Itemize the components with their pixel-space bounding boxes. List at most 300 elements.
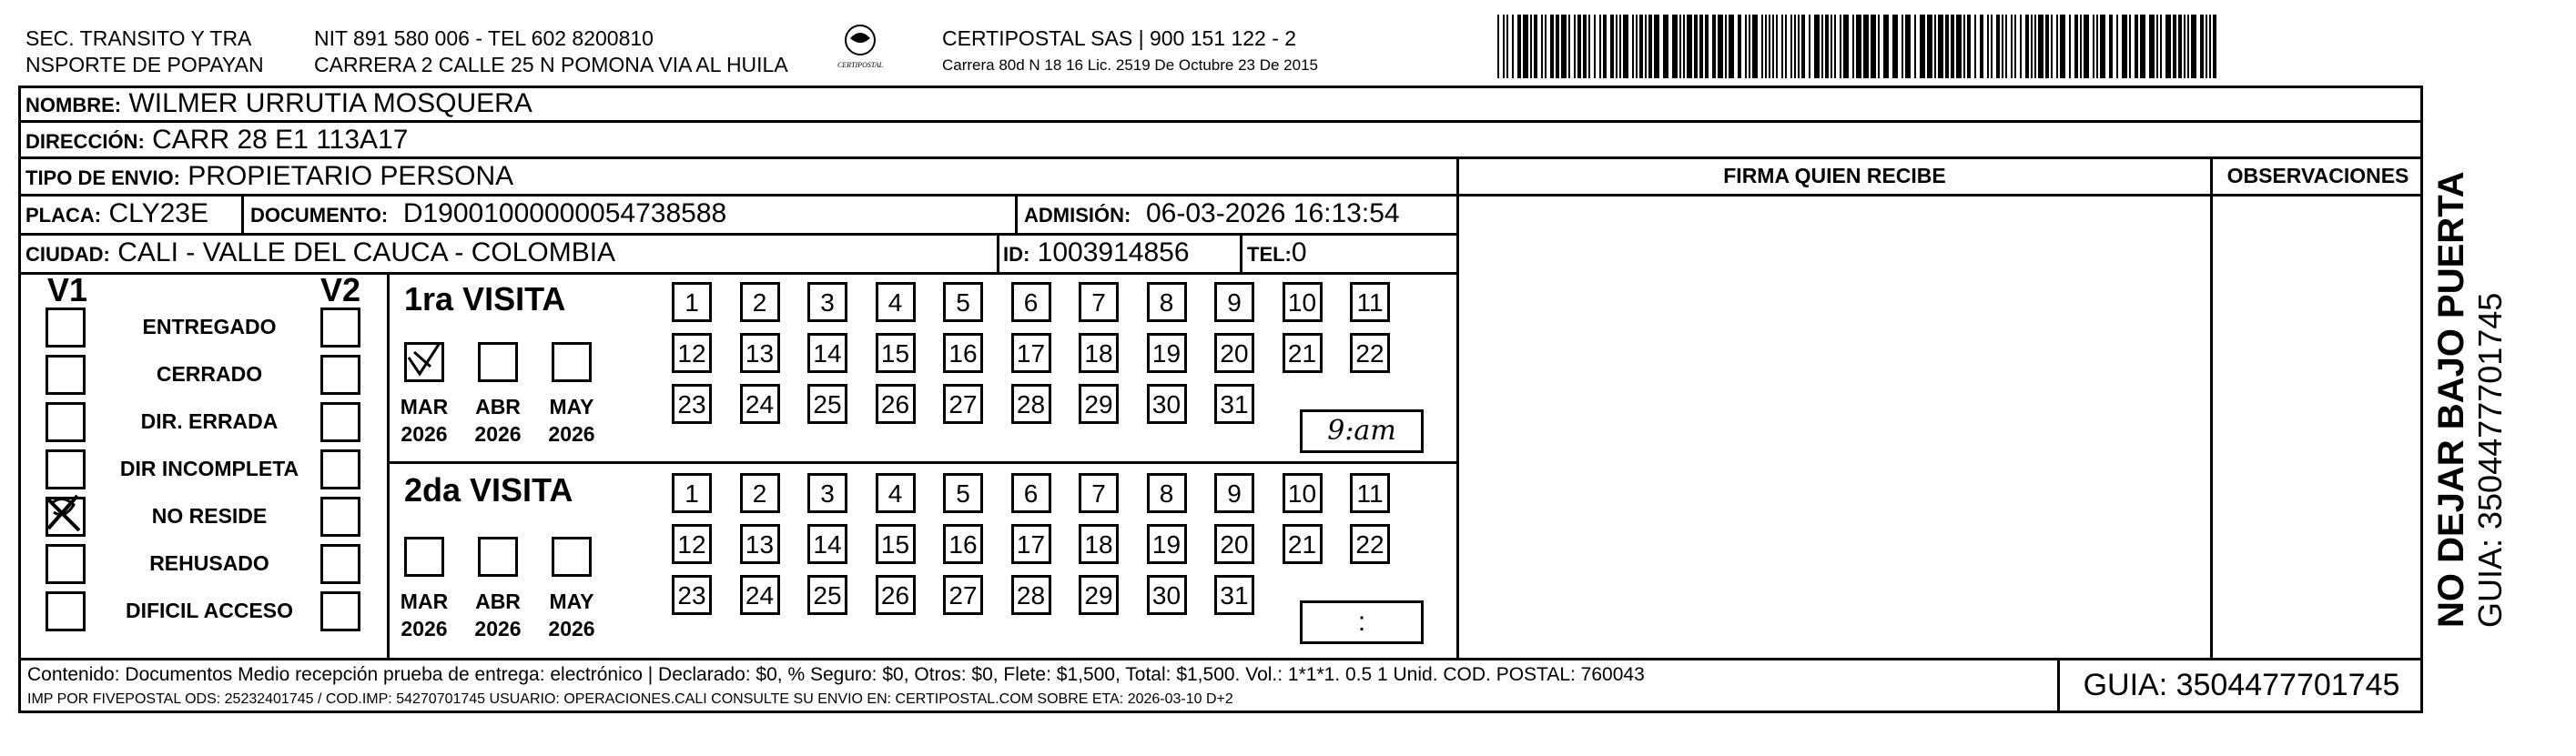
barcode-bar (1687, 15, 1692, 78)
visit2-day-1[interactable]: 1 (672, 473, 712, 513)
barcode-bar (1761, 15, 1763, 78)
barcode-bar (1645, 15, 1647, 78)
placa-label: PLACA: (25, 204, 102, 227)
rule (387, 461, 1456, 464)
barcode-bar (2080, 15, 2082, 78)
courier-line: CERTIPOSTAL SAS | 900 151 122 - 2 (942, 26, 1297, 50)
barcode-bar (1967, 15, 1971, 78)
barcode-bar (2093, 15, 2094, 78)
barcode (1497, 15, 2216, 78)
barcode-bar (1594, 15, 1596, 78)
barcode-bar (1878, 15, 1880, 78)
barcode-bar (1603, 15, 1607, 78)
footer-content-line: Contenido: Documentos Medio recepción prueba de entrega: electrónico | Declarado: $0, % Seguro: $0, Otros: $0, Flete: $1,500, Total: $1,500. Vol.: 1*1*1. 0.5 1 Unid. COD. POSTAL: 760043 (27, 664, 1645, 685)
visit2-day-24[interactable]: 24 (740, 575, 780, 615)
barcode-bar (1506, 15, 1508, 78)
v1-header: V1 (47, 271, 88, 308)
barcode-bar (1725, 15, 1727, 78)
visit1-month-abr-label (471, 393, 525, 448)
sender-entity (25, 25, 264, 78)
barcode-bar (1718, 15, 1723, 78)
visit2-day-14[interactable]: 14 (807, 524, 847, 564)
visit2-month-mar-box[interactable] (404, 537, 444, 577)
visit2-day-12[interactable]: 12 (672, 524, 712, 564)
status-dir-incompleta-label: DIR INCOMPLETA (119, 457, 299, 480)
barcode-bar (2178, 15, 2182, 78)
direccion-value: CARR 28 E1 113A17 (152, 125, 409, 155)
rule (997, 233, 999, 272)
visit2-day-22[interactable]: 22 (1350, 524, 1390, 564)
barcode-bar (1996, 15, 2000, 78)
month-year: 2026 (401, 617, 448, 640)
barcode-bar (1541, 15, 1543, 78)
ciudad-value: CALI - VALLE DEL CAUCA - COLOMBIA (117, 237, 616, 267)
visit2-day-10[interactable]: 10 (1283, 473, 1323, 513)
visit1-day-16[interactable]: 16 (943, 333, 983, 373)
rule (1240, 233, 1242, 272)
visit1-day-11[interactable]: 11 (1350, 282, 1390, 322)
visit1-day-24[interactable]: 24 (740, 384, 780, 424)
visit1-month-abr-box[interactable] (478, 342, 518, 382)
barcode-bar (1683, 15, 1685, 78)
id-value: 1003914856 (1037, 237, 1190, 267)
barcode-bar (2165, 15, 2171, 78)
barcode-bar (2173, 15, 2176, 78)
visit1-month-mar-box[interactable] (404, 342, 444, 382)
visit2-month-abr-label (471, 588, 525, 642)
admision-value: 06-03-2026 16:13:54 (1146, 198, 1400, 228)
barcode-bar (1574, 15, 1576, 78)
barcode-bar (1583, 15, 1587, 78)
barcode-bar (1902, 15, 1903, 78)
barcode-bar (2002, 15, 2003, 78)
side-guia-number: GUIA: 3504477701745 (2471, 292, 2509, 628)
visit1-month-may-label (544, 393, 599, 448)
v2-header: V2 (320, 271, 361, 308)
visit2-day-15[interactable]: 15 (876, 524, 916, 564)
visit1-day-18[interactable]: 18 (1079, 333, 1119, 373)
barcode-bar (2135, 15, 2138, 78)
visit1-day-2[interactable]: 2 (740, 282, 780, 322)
barcode-bar (1772, 15, 1774, 78)
visit1-day-10[interactable]: 10 (1283, 282, 1323, 322)
barcode-bar (1991, 15, 1993, 78)
barcode-bar (2084, 15, 2089, 78)
visit2-day-16[interactable]: 16 (943, 524, 983, 564)
visit2-title: 2da VISITA (404, 471, 573, 509)
visit1-day-12[interactable]: 12 (672, 333, 712, 373)
barcode-bar (1561, 15, 1567, 78)
observaciones-column-header: OBSERVACIONES (2226, 164, 2409, 187)
visit1-day-28[interactable]: 28 (1011, 384, 1051, 424)
visit2-day-30[interactable]: 30 (1147, 575, 1187, 615)
barcode-bar (1623, 15, 1628, 78)
barcode-bar (1790, 15, 1792, 78)
month-year: 2026 (401, 422, 448, 446)
barcode-bar (2160, 15, 2162, 78)
visit1-day-31[interactable]: 31 (1214, 384, 1254, 424)
barcode-bar (1534, 15, 1537, 78)
no-dejar-bajo-puerta-warning: NO DEJAR BAJO PUERTA (2431, 171, 2471, 628)
tipo-envio-field (25, 161, 513, 194)
barcode-bar (1705, 15, 1709, 78)
barcode-bar (1883, 15, 1889, 78)
visit2-month-mar-label (397, 588, 451, 642)
visit1-day-27[interactable]: 27 (943, 384, 983, 424)
visit1-day-9[interactable]: 9 (1214, 282, 1254, 322)
visit2-day-8[interactable]: 8 (1147, 473, 1187, 513)
barcode-bar (1616, 15, 1618, 78)
visit2-day-3[interactable]: 3 (807, 473, 847, 513)
month-name: MAR (400, 590, 449, 613)
barcode-bar (1831, 15, 1832, 78)
placa-field (25, 198, 208, 231)
visit2-month-may-box[interactable] (552, 537, 592, 577)
visit2-day-29[interactable]: 29 (1079, 575, 1119, 615)
visit1-day-8[interactable]: 8 (1147, 282, 1187, 322)
month-year: 2026 (548, 617, 595, 640)
admision-label: ADMISIÓN: (1024, 204, 1131, 227)
visit1-day-19[interactable]: 19 (1147, 333, 1187, 373)
visit2-day-5[interactable]: 5 (943, 473, 983, 513)
visit2-day-4[interactable]: 4 (876, 473, 916, 513)
license-line: Carrera 80d N 18 16 Lic. 2519 De Octubre 23 De 2015 (942, 56, 1318, 74)
barcode-bar (1545, 15, 1547, 78)
barcode-bar (2156, 15, 2158, 78)
barcode-bar (1776, 15, 1778, 78)
barcode-bar (2206, 15, 2207, 78)
visit1-day-26[interactable]: 26 (876, 384, 916, 424)
barcode-bar (1619, 15, 1621, 78)
barcode-bar (2149, 15, 2155, 78)
tipo-envio-value: PROPIETARIO PERSONA (188, 161, 514, 191)
address-line: CARRERA 2 CALLE 25 N POMONA VIA AL HUILA (314, 53, 788, 76)
barcode-bar (2011, 15, 2013, 78)
barcode-bar (2200, 15, 2204, 78)
visit1-day-6[interactable]: 6 (1011, 282, 1051, 322)
barcode-bar (1503, 15, 1505, 78)
barcode-bar (2116, 15, 2118, 78)
barcode-bar (1781, 15, 1783, 78)
month-name: ABR (475, 590, 521, 613)
barcode-bar (1769, 15, 1770, 78)
barcode-bar (1809, 15, 1810, 78)
visit2-day-17[interactable]: 17 (1011, 524, 1051, 564)
barcode-bar (2025, 15, 2029, 78)
barcode-bar (1987, 15, 1989, 78)
placa-value: CLY23E (108, 198, 208, 228)
nombre-value: WILMER URRUTIA MOSQUERA (128, 88, 532, 118)
barcode-bar (2129, 15, 2131, 78)
visit1-title: 1ra VISITA (404, 280, 566, 318)
barcode-bar (2213, 15, 2216, 78)
firma-column-header: FIRMA QUIEN RECIBE (1723, 164, 1946, 187)
v2-checkbox-dificil-acceso[interactable] (320, 591, 360, 631)
barcode-bar (1852, 15, 1854, 78)
barcode-bar (2187, 15, 2189, 78)
barcode-bar (1956, 15, 1962, 78)
sender-line-2: NSPORTE DE POPAYAN (25, 53, 264, 76)
barcode-bar (2031, 15, 2033, 78)
barcode-bar (1914, 15, 1916, 78)
barcode-bar (2045, 15, 2049, 78)
barcode-bar (2074, 15, 2078, 78)
nombre-label: NOMBRE: (25, 94, 122, 116)
footer-print-line: IMP POR FIVEPOSTAL ODS: 25232401745 / COD.IMP: 54270701745 USUARIO: OPERACIONES.CALI CONSULTE SU ENVIO EN: CERTIPOSTAL.COM SOBRE ETA: 2026-03-10 D+2 (27, 691, 1233, 707)
visit1-day-25[interactable]: 25 (807, 384, 847, 424)
documento-value: D19001000000054738588 (402, 198, 727, 228)
sender-contact (314, 25, 788, 78)
visit1-day-3[interactable]: 3 (807, 282, 847, 322)
barcode-bar (1821, 15, 1823, 78)
barcode-bar (1938, 15, 1943, 78)
status-no-reside-label: NO RESIDE (151, 504, 268, 528)
direccion-label: DIRECCIÓN: (25, 130, 145, 153)
barcode-bar (2051, 15, 2053, 78)
month-year: 2026 (548, 422, 595, 446)
v2-checkbox-dir-errada[interactable] (320, 402, 360, 442)
documento-field (250, 198, 726, 231)
visit1-day-1[interactable]: 1 (672, 282, 712, 322)
rule (387, 272, 390, 658)
visit2-day-21[interactable]: 21 (1283, 524, 1323, 564)
barcode-bar (1856, 15, 1861, 78)
courier-info (942, 25, 1318, 78)
barcode-bar (1512, 15, 1514, 78)
id-label: ID: (1003, 243, 1030, 266)
barcode-bar (2060, 15, 2065, 78)
rule (18, 272, 1456, 275)
visit2-day-18[interactable]: 18 (1079, 524, 1119, 564)
barcode-bar (1863, 15, 1869, 78)
barcode-bar (1523, 15, 1528, 78)
rule (2210, 156, 2213, 658)
barcode-bar (1550, 15, 1554, 78)
barcode-bar (1871, 15, 1876, 78)
status-dificil-acceso-label: DIFICIL ACCESO (125, 599, 293, 622)
visit1-day-23[interactable]: 23 (672, 384, 712, 424)
sender-line-1: SEC. TRANSITO Y TRA (25, 26, 252, 50)
tel-value: 0 (1291, 237, 1307, 267)
barcode-bar (1801, 15, 1805, 78)
barcode-bar (1980, 15, 1983, 78)
svg-text:CERTIPOSTAL: CERTIPOSTAL (837, 61, 884, 69)
barcode-bar (1556, 15, 1559, 78)
v1-checkbox-dir-errada[interactable] (46, 402, 86, 442)
visit1-day-20[interactable]: 20 (1214, 333, 1254, 373)
barcode-bar (1663, 15, 1668, 78)
v1-checkbox-dir-incompleta[interactable] (46, 449, 86, 489)
visit2-day-2[interactable]: 2 (740, 473, 780, 513)
barcode-bar (2034, 15, 2036, 78)
barcode-bar (1694, 15, 1698, 78)
barcode-bar (1798, 15, 1800, 78)
v2-checkbox-entregado[interactable] (320, 307, 360, 348)
barcode-bar (2014, 15, 2016, 78)
visit2-day-19[interactable]: 19 (1147, 524, 1187, 564)
visit1-time-box[interactable]: 9:am (1300, 409, 1424, 453)
barcode-bar (2038, 15, 2044, 78)
ciudad-field (25, 237, 615, 270)
barcode-bar (1785, 15, 1787, 78)
barcode-bar (1765, 15, 1767, 78)
certipostal-logo (828, 20, 892, 76)
barcode-bar (1497, 15, 1499, 78)
month-year: 2026 (474, 617, 522, 640)
barcode-bar (1639, 15, 1643, 78)
barcode-bar (1712, 15, 1716, 78)
visit2-month-may-label (544, 588, 599, 642)
visit2-day-7[interactable]: 7 (1079, 473, 1119, 513)
visit2-day-11[interactable]: 11 (1350, 473, 1390, 513)
visit1-day-30[interactable]: 30 (1147, 384, 1187, 424)
visit1-day-22[interactable]: 22 (1350, 333, 1390, 373)
visit2-day-31[interactable]: 31 (1214, 575, 1254, 615)
handwritten-check-mark-icon (403, 339, 443, 379)
barcode-bar (1920, 15, 1925, 78)
barcode-bar (1905, 15, 1911, 78)
barcode-bar (1840, 15, 1841, 78)
barcode-bar (1699, 15, 1703, 78)
status-dir-errada-label: DIR. ERRADA (140, 409, 279, 433)
barcode-bar (1517, 15, 1521, 78)
barcode-bar (2209, 15, 2211, 78)
barcode-bar (1729, 15, 1734, 78)
visit2-month-abr-box[interactable] (478, 537, 518, 577)
tel-field (1247, 237, 1307, 270)
barcode-bar (1745, 15, 1747, 78)
barcode-bar (2096, 15, 2098, 78)
direccion-field (25, 125, 408, 157)
barcode-bar (2122, 15, 2127, 78)
barcode-bar (1648, 15, 1652, 78)
handwritten-x-mark-icon (43, 492, 83, 532)
visit1-day-7[interactable]: 7 (1079, 282, 1119, 322)
barcode-bar (1927, 15, 1932, 78)
barcode-bar (2191, 15, 2196, 78)
barcode-bar (2056, 15, 2058, 78)
visit1-month-mar-label (397, 393, 451, 448)
v2-checkbox-no-reside[interactable] (320, 497, 360, 537)
visit2-day-26[interactable]: 26 (876, 575, 916, 615)
guia-number-box: GUIA: 3504477701745 (2057, 660, 2423, 713)
barcode-bar (1679, 15, 1681, 78)
barcode-bar (2005, 15, 2007, 78)
visit1-month-may-box[interactable] (552, 342, 592, 382)
rule (1015, 194, 1018, 233)
visit1-day-15[interactable]: 15 (876, 333, 916, 373)
visit2-day-23[interactable]: 23 (672, 575, 712, 615)
status-rehusado-label: REHUSADO (149, 551, 269, 575)
month-name: MAR (400, 395, 449, 418)
visit2-day-13[interactable]: 13 (740, 524, 780, 564)
barcode-bar (1843, 15, 1849, 78)
barcode-bar (1951, 15, 1954, 78)
status-entregado-label: ENTREGADO (142, 315, 277, 338)
barcode-bar (1672, 15, 1678, 78)
barcode-bar (2109, 15, 2113, 78)
tel-label: TEL: (1247, 243, 1292, 266)
barcode-bar (1752, 15, 1758, 78)
status-cerrado-label: CERRADO (156, 362, 263, 386)
tipo-envio-label: TIPO DE ENVIO: (25, 166, 180, 189)
visit2-day-25[interactable]: 25 (807, 575, 847, 615)
visit1-day-21[interactable]: 21 (1283, 333, 1323, 373)
id-field (1003, 237, 1190, 270)
documento-label: DOCUMENTO: (250, 204, 389, 227)
visit1-day-14[interactable]: 14 (807, 333, 847, 373)
visit1-day-4[interactable]: 4 (876, 282, 916, 322)
barcode-bar (1588, 15, 1590, 78)
visit2-day-20[interactable]: 20 (1214, 524, 1254, 564)
visit2-day-27[interactable]: 27 (943, 575, 983, 615)
visit1-day-17[interactable]: 17 (1011, 333, 1051, 373)
barcode-bar (1892, 15, 1898, 78)
barcode-bar (1654, 15, 1659, 78)
barcode-bar (1825, 15, 1829, 78)
barcode-bar (2100, 15, 2105, 78)
nit-line: NIT 891 580 006 - TEL 602 8200810 (314, 26, 654, 50)
rule (18, 194, 2423, 197)
visit2-time-box[interactable]: : (1300, 600, 1424, 644)
v2-checkbox-rehusado[interactable] (320, 544, 360, 584)
barcode-bar (1610, 15, 1614, 78)
v2-checkbox-cerrado[interactable] (320, 355, 360, 395)
barcode-bar (1945, 15, 1949, 78)
barcode-bar (1599, 15, 1601, 78)
barcode-bar (1749, 15, 1750, 78)
barcode-bar (1934, 15, 1936, 78)
v1-checkbox-rehusado[interactable] (46, 544, 86, 584)
admision-field (1024, 198, 1400, 231)
barcode-bar (2184, 15, 2186, 78)
barcode-bar (1568, 15, 1570, 78)
barcode-bar (1794, 15, 1796, 78)
v1-checkbox-entregado[interactable] (46, 307, 86, 348)
nombre-field (25, 88, 532, 121)
barcode-bar (1814, 15, 1820, 78)
visit1-day-13[interactable]: 13 (740, 333, 780, 373)
barcode-bar (1577, 15, 1581, 78)
v1-checkbox-dificil-acceso[interactable] (46, 591, 86, 631)
month-year: 2026 (474, 422, 522, 446)
barcode-bar (1963, 15, 1965, 78)
barcode-bar (1738, 15, 1741, 78)
ciudad-label: CIUDAD: (25, 243, 110, 266)
month-name: MAY (549, 395, 594, 418)
barcode-bar (2020, 15, 2022, 78)
month-name: MAY (549, 590, 594, 613)
barcode-bar (1834, 15, 1836, 78)
side-vertical-text (2430, 118, 2509, 628)
barcode-bar (2140, 15, 2145, 78)
v1-checkbox-cerrado[interactable] (46, 355, 86, 395)
v2-checkbox-dir-incompleta[interactable] (320, 449, 360, 489)
barcode-bar (1632, 15, 1634, 78)
visit1-day-5[interactable]: 5 (943, 282, 983, 322)
visit1-day-29[interactable]: 29 (1079, 384, 1119, 424)
visit2-day-28[interactable]: 28 (1011, 575, 1051, 615)
barcode-bar (1530, 15, 1532, 78)
v1-checkbox-no-reside[interactable] (46, 497, 86, 537)
rule (1456, 156, 1459, 658)
barcode-bar (1636, 15, 1638, 78)
visit2-day-9[interactable]: 9 (1214, 473, 1254, 513)
rule (241, 194, 244, 233)
barcode-bar (1974, 15, 1976, 78)
visit2-day-6[interactable]: 6 (1011, 473, 1051, 513)
month-name: ABR (475, 395, 521, 418)
